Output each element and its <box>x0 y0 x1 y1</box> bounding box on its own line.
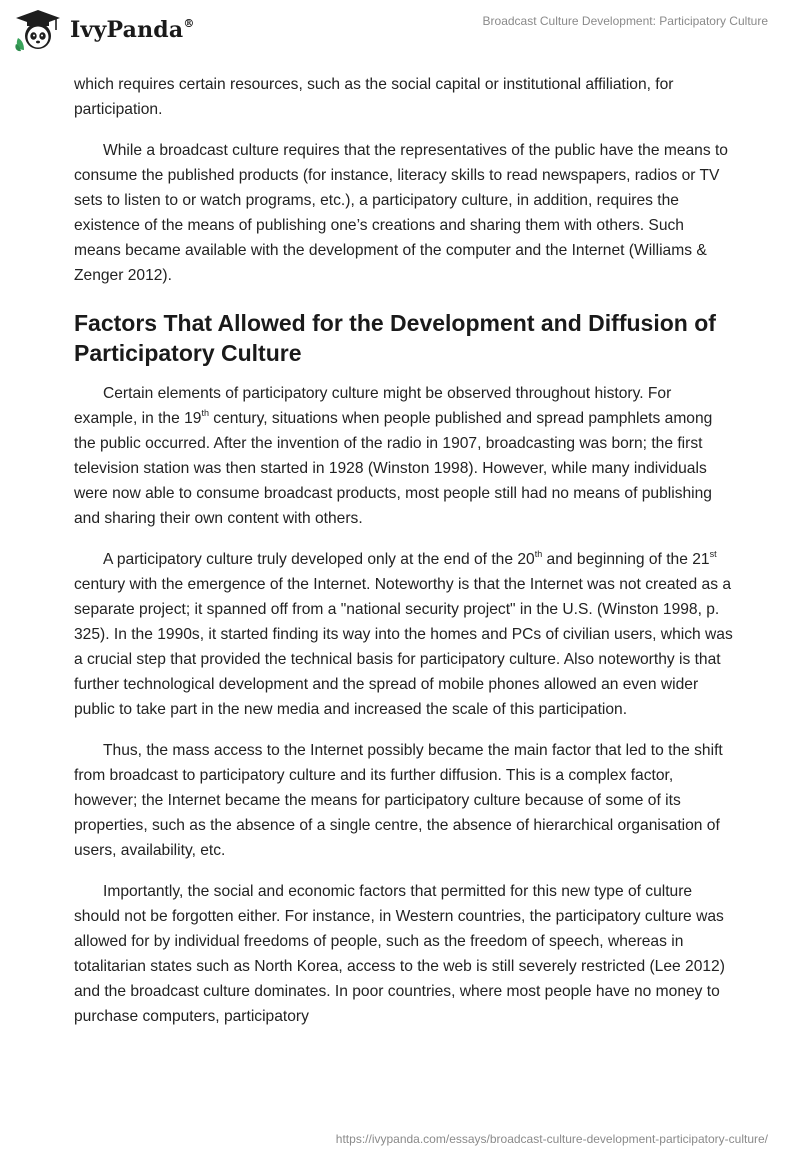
paragraph-history: Certain elements of participatory culture might be observed throughout history. For example, in the 19th century, situations when people published and spread pamphlets among the public occurred. After the invention of the radio in 1907, broadcasting was born; the first television station was then started in 1928 (Winston 1998). However, while many individuals were now able to consume broadcast products, most people still had no means of publishing and sharing their own content with others. <box>74 385 713 527</box>
paragraph-mass-access: Thus, the mass access to the Internet possibly became the main factor that led to the shift from broadcast to participatory culture and its further diffusion. This is a complex factor, however; the Internet became the means for participatory culture because of some of its properties, such as the absence of a single centre, the absence of hierarchical organisation of users, availability, etc. <box>74 742 723 859</box>
paragraph-internet-emergence: A participatory culture truly developed only at the end of the 20th and beginning of the 21st century with the emergence of the Internet. Noteworthy is that the Internet was not created as a separate project; it spanned off from a "national security project" in the U.S. (Winston 1998, p. 325). In the 1990s, it started finding its way into the homes and PCs of civilian users, which was a crucial step that provided the technical basis for participatory culture. Also noteworthy is that further technological development and the spread of mobile phones allowed an even wider public to take part in the new media and increased the scale of this participation. <box>74 548 733 718</box>
paragraph-social-economic: Importantly, the social and economic factors that permitted for this new type of culture should not be forgotten either. For instance, in Western countries, the participatory culture was allowed for by individual freedoms of people, such as the freedom of speech, whereas in totalitarian states such as North Korea, access to the web is still severely restricted (Lee 2012) and the broadcast culture dominates. In poor countries, where most people have no money to purchase computers, participatory <box>74 883 725 1025</box>
running-title: Broadcast Culture Development: Participatory Culture <box>482 14 768 28</box>
brand-name: IvyPanda® <box>70 16 195 43</box>
registered-mark: ® <box>183 16 195 30</box>
ordinal-suffix: th <box>534 548 543 559</box>
section-heading: Factors That Allowed for the Development and Diffusion of Participatory Culture <box>74 310 716 366</box>
ordinal-suffix: th <box>201 407 209 418</box>
source-url[interactable]: https://ivypanda.com/essays/broadcast-culture-development-participatory-culture/ <box>335 1132 768 1146</box>
panda-logo-icon <box>12 8 64 52</box>
paragraph-continued: which requires certain resources, such as the social capital or institutional affiliation, for participation. <box>74 76 674 118</box>
ordinal-suffix: st <box>709 548 717 559</box>
ivypanda-logo[interactable] <box>12 8 195 52</box>
article-body <box>74 72 734 1045</box>
page-header <box>0 0 800 60</box>
paragraph-broadcast-vs-participatory: While a broadcast culture requires that the representatives of the public have the means to consume the published products (for instance, literacy skills to read newspapers, radios or TV sets to listen to or watch programs, etc.), a participatory culture, in addition, requires the existence of the means of publishing one’s creations and sharing them with others. Such means became available with the development of the computer and the Internet (Williams & Zenger 2012). <box>74 142 728 284</box>
